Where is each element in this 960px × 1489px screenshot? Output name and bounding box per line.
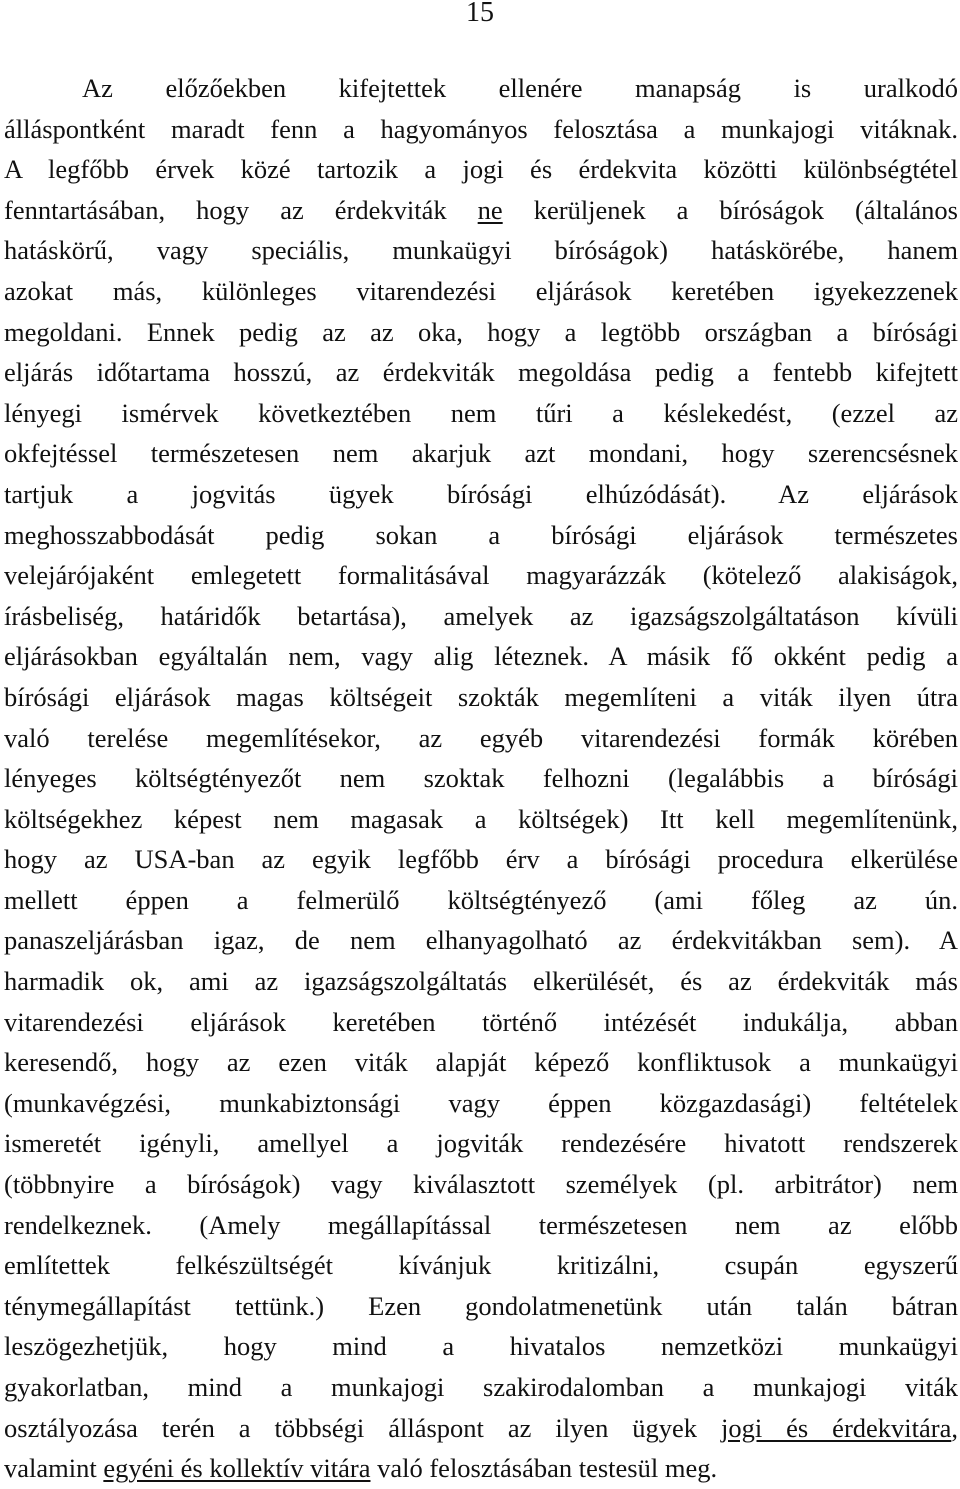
text-line: meghosszabbodását pedig sokan a bírósági eljárások természetes	[4, 519, 958, 550]
text-line: azokat más, különleges vitarendezési eljárások keretében igyekezzenek	[4, 275, 958, 306]
text-line: ismeretét igényli, amellyel a jogviták rendezésére hivatott rendszerek	[4, 1128, 958, 1159]
body-paragraph	[4, 68, 958, 1489]
text-line: említettek felkészültségét kívánjuk kritizálni, csupán egyszerű	[4, 1250, 958, 1281]
text-line: rendelkeznek. (Amely megállapítással természetesen nem az előbb	[4, 1209, 958, 1240]
text-line: való terelése megemlítésekor, az egyéb vitarendezési formák körében	[4, 722, 958, 753]
text-line: vitarendezési eljárások keretében történő intézését indukálja, abban	[4, 1006, 958, 1037]
underlined-word: ne	[477, 194, 503, 225]
text-line: okfejtéssel természetesen nem akarjuk azt mondani, hogy szerencsésnek	[4, 438, 958, 469]
text-segment: valamint	[4, 1453, 104, 1484]
underlined-phrase: jogi és érdekvitára	[720, 1412, 952, 1443]
text-line: panaszeljárásban igaz, de nem elhanyagolható az érdekvitákban sem). A	[4, 925, 958, 956]
text-line: hatáskörű, vagy speciális, munkaügyi bíróságok) hatáskörébe, hanem	[4, 235, 958, 266]
text-line	[4, 1448, 958, 1489]
page-number: 15	[466, 0, 494, 28]
text-line: eljárásokban egyáltalán nem, vagy alig léteznek. A másik fő okként pedig a	[4, 641, 958, 672]
underlined-phrase: egyéni és kollektív vitára	[103, 1453, 371, 1484]
text-line: eljárás időtartama hosszú, az érdekviták megoldása pedig a fentebb kifejtett	[4, 357, 958, 388]
text-line: lényeges költségtényezőt nem szoktak felhozni (legalábbis a bírósági	[4, 763, 958, 794]
text-line: álláspontként maradt fenn a hagyományos felosztása a munkajogi vitáknak.	[4, 113, 958, 144]
text-line: költségekhez képest nem magasak a költségek) Itt kell megemlítenünk,	[4, 803, 958, 834]
text-line: Az előzőekben kifejtettek ellenére manapság is uralkodó	[82, 73, 958, 103]
text-line: harmadik ok, ami az igazságszolgáltatás elkerülését, és az érdekviták más	[4, 966, 958, 997]
text-line: A legfőbb érvek közé tartozik a jogi és érdekvita közötti különbségtétel	[4, 154, 958, 185]
text-segment: való felosztásában testesül meg.	[370, 1453, 718, 1484]
text-line: leszögezhetjük, hogy mind a hivatalos nemzetközi munkaügyi	[4, 1331, 958, 1362]
text-line: ténymegállapítást tettünk.) Ezen gondolatmenetünk után talán bátran	[4, 1290, 958, 1321]
text-line: keresendő, hogy az ezen viták alapját képező konfliktusok a munkaügyi	[4, 1047, 958, 1078]
text-line: megoldani. Ennek pedig az az oka, hogy a legtöbb országban a bírósági	[4, 316, 958, 347]
text-line: hogy az USA-ban az egyik legfőbb érv a bírósági procedura elkerülése	[4, 844, 958, 875]
text-line: (munkavégzési, munkabiztonsági vagy éppen közgazdasági) feltételek	[4, 1087, 958, 1118]
text-line: lényegi ismérvek következtében nem tűri a késlekedést, (ezzel az	[4, 397, 958, 428]
text-segment: ,	[951, 1412, 958, 1443]
text-segment: kerüljenek a bíróságok (általános	[502, 194, 958, 225]
text-line: (többnyire a bíróságok) vagy kiválasztott személyek (pl. arbitrátor) nem	[4, 1169, 958, 1200]
text-line: gyakorlatban, mind a munkajogi szakirodalomban a munkajogi viták	[4, 1372, 958, 1402]
text-segment: fenntartásában, hogy az érdekviták	[4, 194, 478, 225]
text-line	[4, 190, 958, 231]
text-line: mellett éppen a felmerülő költségtényező (ami főleg az ún.	[4, 884, 958, 915]
text-line: írásbeliség, határidők betartása), amelyek az igazságszolgáltatáson kívüli	[4, 600, 958, 631]
text-line: velejárójaként emlegetett formalitásával magyarázzák (kötelező alakiságok,	[4, 560, 958, 591]
text-line	[4, 1408, 958, 1449]
text-segment: osztályozása terén a többségi álláspont az ilyen ügyek	[4, 1412, 721, 1443]
text-line: tartjuk a jogvitás ügyek bírósági elhúzódását). Az eljárások	[4, 478, 958, 509]
text-line: bírósági eljárások magas költségeit szokták megemlíteni a viták ilyen útra	[4, 681, 958, 712]
